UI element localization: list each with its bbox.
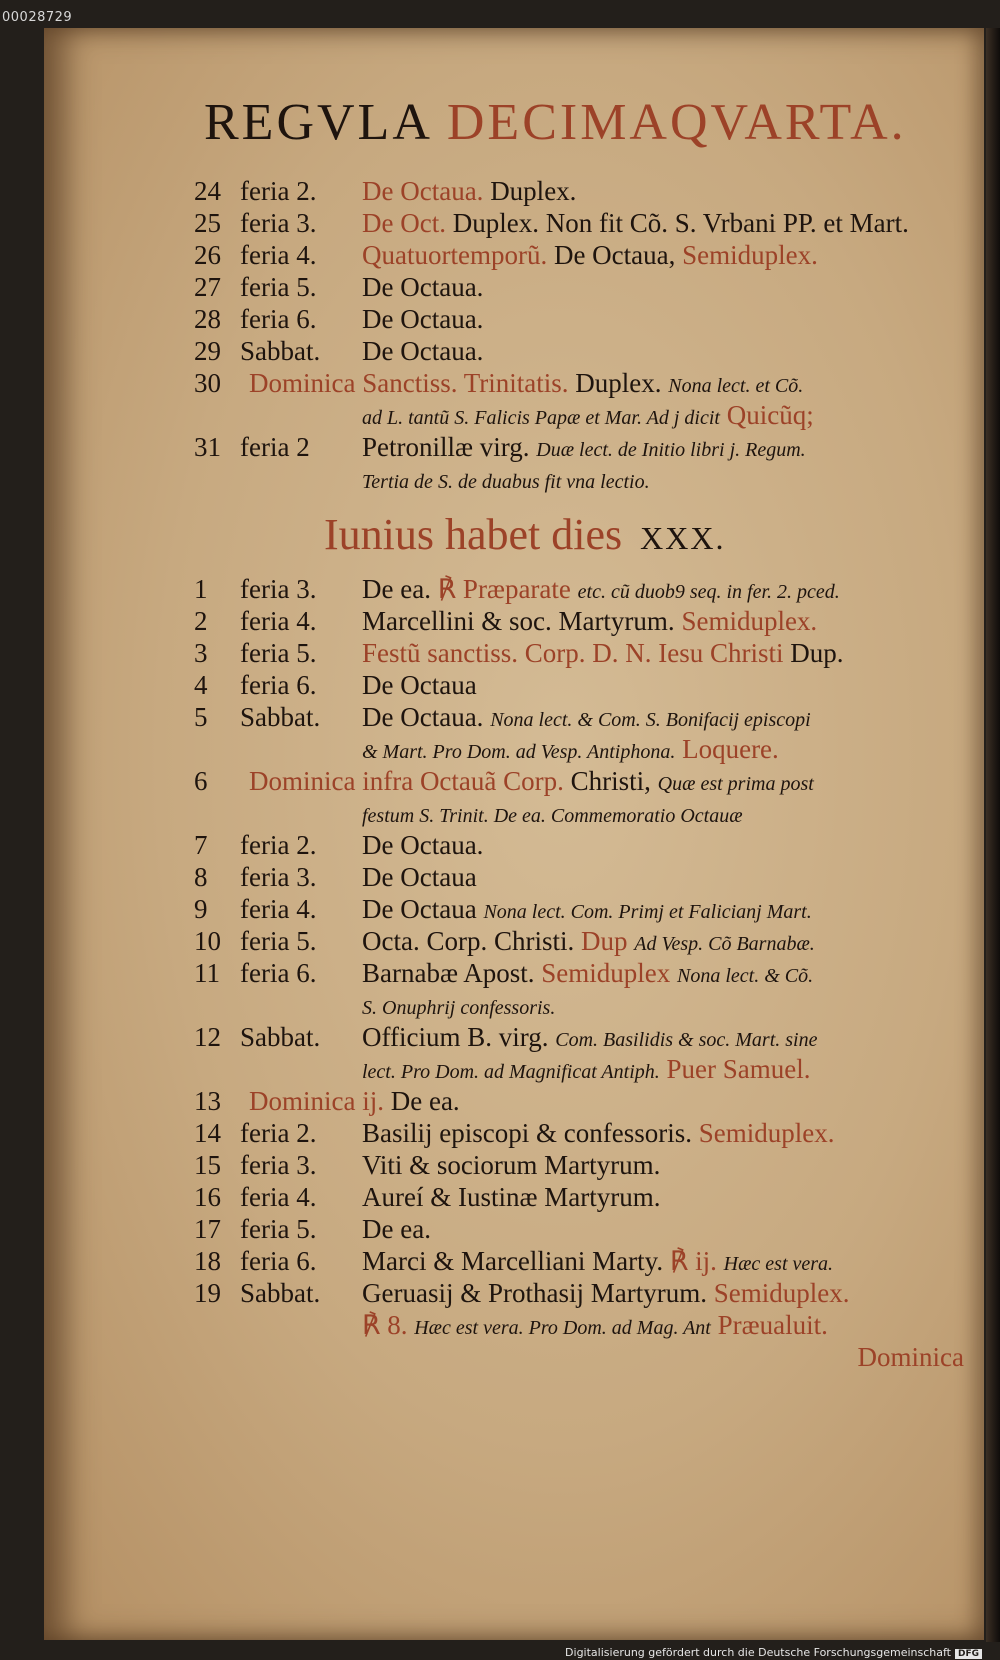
weekday: feria 6.: [240, 670, 317, 700]
entry-june-5-continuation: & Mart. Pro Dom. ad Vesp. Antiphona. Loquere.: [362, 734, 779, 764]
entry-text: De Octaua: [362, 670, 477, 700]
day-number: 28: [194, 304, 221, 334]
day-number: 25: [194, 208, 221, 238]
day-number: 17: [194, 1214, 221, 1244]
weekday: feria 4.: [240, 240, 317, 270]
day-number: 10: [194, 926, 221, 956]
entry-text: Dominica ij. De ea.: [249, 1086, 460, 1116]
entry-text: Viti & sociorum Martyrum.: [362, 1150, 661, 1180]
header-decimaquarta: DECIMAQVARTA.: [446, 94, 907, 151]
entry-may-25: [194, 208, 984, 240]
day-number: 7: [194, 830, 208, 860]
entry-june-19-continuation: ℟ 8. Hæc est vera. Pro Dom. ad Mag. Ant Præualuit.: [362, 1310, 828, 1340]
entry-june-14: [194, 1118, 984, 1150]
entry-text: De Octaua. Duplex.: [362, 176, 577, 206]
entry-text: De Octaua: [362, 862, 477, 892]
day-number: 3: [194, 638, 208, 668]
entry-june-12: [194, 1022, 984, 1054]
weekday: feria 5.: [240, 638, 317, 668]
entry-june-19: [194, 1278, 984, 1310]
weekday: feria 2: [240, 432, 310, 462]
entry-may-31-continuation: Tertia de S. de duabus fit vna lectio.: [362, 471, 650, 493]
weekday: feria 3.: [240, 574, 317, 604]
day-number: 1: [194, 574, 208, 604]
entry-june-15: [194, 1150, 984, 1182]
entry-june-9: [194, 894, 984, 926]
entry-text: Officium B. virg. Com. Basilidis & soc. Mart. sine: [362, 1022, 818, 1052]
entry-text: Dominica infra Octauã Corp. Christi, Quæ est prima post: [249, 766, 814, 796]
book-page: [44, 28, 984, 1640]
entry-june-8: [194, 862, 984, 894]
day-number: 5: [194, 702, 208, 732]
entry-june-11: [194, 958, 984, 990]
weekday: feria 4.: [240, 1182, 317, 1212]
entry-may-31: [194, 432, 984, 464]
entry-june-7: [194, 830, 984, 862]
weekday: Sabbat.: [240, 336, 321, 366]
calendar-entries: [194, 176, 984, 1374]
entry-june-1: [194, 574, 984, 606]
entry-text: De ea. ℟ Præparate etc. cũ duob9 seq. in fer. 2. pced.: [362, 574, 840, 604]
weekday: feria 5.: [240, 1214, 317, 1244]
entry-text: Basilij episcopi & confessoris. Semiduplex.: [362, 1118, 835, 1148]
entry-june-6: [194, 766, 984, 798]
page-header: [204, 93, 964, 152]
weekday: Sabbat.: [240, 1022, 321, 1052]
weekday: feria 6.: [240, 304, 317, 334]
entry-may-27: [194, 272, 984, 304]
day-number: 4: [194, 670, 208, 700]
entry-june-16: [194, 1182, 984, 1214]
june-entries-7-12: [194, 830, 984, 1086]
entry-text: De Oct. Duplex. Non fit Cõ. S. Vrbani PP. et Mart.: [362, 208, 909, 238]
weekday: feria 5.: [240, 272, 317, 302]
weekday: feria 4.: [240, 606, 317, 636]
weekday: feria 5.: [240, 926, 317, 956]
entry-june-11-continuation: S. Onuphrij confessoris.: [362, 997, 556, 1019]
weekday: feria 6.: [240, 1246, 317, 1276]
entry-text: Dominica Sanctiss. Trinitatis. Duplex. Nona lect. et Cõ.: [249, 368, 804, 398]
day-number: 26: [194, 240, 221, 270]
entry-text: Quatuortemporũ. De Octaua, Semiduplex.: [362, 240, 818, 270]
entry-june-17: [194, 1214, 984, 1246]
entry-june-18: [194, 1246, 984, 1278]
day-number: 30: [194, 368, 221, 398]
may-entries: [194, 176, 984, 368]
entry-may-29: [194, 336, 984, 368]
weekday: feria 4.: [240, 894, 317, 924]
entry-june-5: [194, 702, 984, 734]
entry-june-2: [194, 606, 984, 638]
entry-june-10: [194, 926, 984, 958]
entry-text: De ea.: [362, 1214, 431, 1244]
day-number: 14: [194, 1118, 221, 1148]
month-day-count: XXX.: [640, 520, 726, 556]
weekday: feria 3.: [240, 208, 317, 238]
entry-june-3: [194, 638, 984, 670]
weekday: feria 2.: [240, 176, 317, 206]
month-heading: [194, 496, 984, 574]
entry-text: Festũ sanctiss. Corp. D. N. Iesu Christi Dup.: [362, 638, 844, 668]
day-number: 8: [194, 862, 208, 892]
entry-text: Petronillæ virg. Duæ lect. de Initio libri j. Regum.: [362, 432, 806, 462]
entry-text: De Octaua Nona lect. Com. Primj et Falicianj Mart.: [362, 894, 812, 924]
entry-june-6-continuation: festum S. Trinit. De ea. Commemoratio Octauæ: [362, 805, 743, 827]
day-number: 15: [194, 1150, 221, 1180]
day-number: 27: [194, 272, 221, 302]
entry-text: De Octaua. Nona lect. & Com. S. Bonifacij episcopi: [362, 702, 811, 732]
day-number: 6: [194, 766, 208, 796]
weekday: feria 3.: [240, 1150, 317, 1180]
entry-text: De Octaua.: [362, 336, 484, 366]
entry-text: Marcellini & soc. Martyrum. Semiduplex.: [362, 606, 818, 636]
entry-may-30: [194, 368, 984, 400]
weekday: Sabbat.: [240, 1278, 321, 1308]
day-number: 18: [194, 1246, 221, 1276]
day-number: 16: [194, 1182, 221, 1212]
entry-june-12-continuation: lect. Pro Dom. ad Magnificat Antiph. Puer Samuel.: [362, 1054, 811, 1084]
book-spine: [986, 28, 1000, 1642]
entry-text: Geruasij & Prothasij Martyrum. Semiduplex.: [362, 1278, 850, 1308]
month-title: Iunius habet dies: [324, 510, 623, 559]
entry-june-13: [194, 1086, 984, 1118]
header-regula: REGVLA: [204, 94, 433, 151]
june-entries-14-19: [194, 1118, 984, 1342]
entry-text: Octa. Corp. Christi. Dup Ad Vesp. Cõ Barnabæ.: [362, 926, 815, 956]
entry-text: De Octaua.: [362, 304, 484, 334]
day-number: 31: [194, 432, 221, 462]
entry-may-26: [194, 240, 984, 272]
entry-text: De Octaua.: [362, 830, 484, 860]
day-number: 11: [194, 958, 220, 988]
june-entries-1-5: [194, 574, 984, 766]
dfg-credit: Digitalisierung gefördert durch die Deutsche Forschungsgemeinschaft DFG: [565, 1646, 982, 1659]
entry-text: Marci & Marcelliani Marty. ℟ ij. Hæc est vera.: [362, 1246, 834, 1276]
weekday: feria 2.: [240, 1118, 317, 1148]
entry-text: Aureí & Iustinæ Martyrum.: [362, 1182, 661, 1212]
dfg-logo: DFG: [955, 1649, 982, 1659]
weekday: Sabbat.: [240, 702, 321, 732]
day-number: 2: [194, 606, 208, 636]
scan-id: 00028729: [2, 10, 73, 25]
day-number: 24: [194, 176, 221, 206]
day-number: 29: [194, 336, 221, 366]
entry-may-30-continuation: ad L. tantũ S. Falicis Papæ et Mar. Ad j dicit Quicũq;: [362, 400, 814, 430]
entry-june-4: [194, 670, 984, 702]
entry-text: De Octaua.: [362, 272, 484, 302]
entry-may-28: [194, 304, 984, 336]
day-number: 12: [194, 1022, 221, 1052]
day-number: 19: [194, 1278, 221, 1308]
weekday: feria 2.: [240, 830, 317, 860]
weekday: feria 3.: [240, 862, 317, 892]
day-number: 9: [194, 894, 208, 924]
weekday: feria 6.: [240, 958, 317, 988]
catchword: Dominica: [857, 1342, 964, 1372]
entry-may-24: [194, 176, 984, 208]
entry-text: Barnabæ Apost. Semiduplex Nona lect. & Cõ.: [362, 958, 814, 988]
day-number: 13: [194, 1086, 221, 1116]
